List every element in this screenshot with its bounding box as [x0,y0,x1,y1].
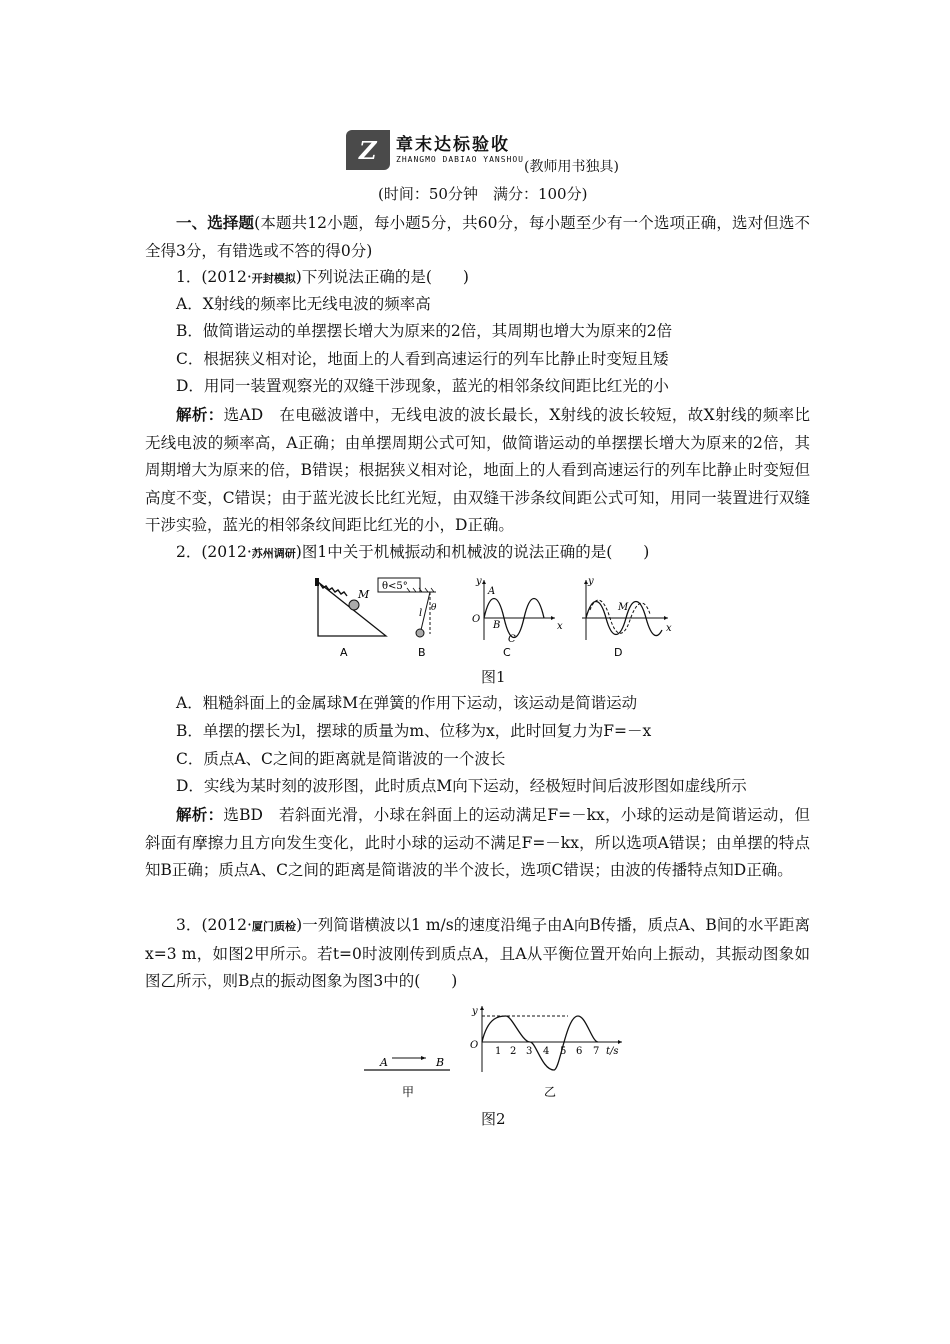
q2-option-d: D．实线为某时刻的波形图，此时质点M向下运动，经极短时间后波形图如虚线所示 [176,777,747,795]
fig1-c-point-b: B [493,620,501,631]
q3-source: 厦门质检 [251,920,297,933]
figure-2 [360,1002,640,1102]
q1-option-a: A．X射线的频率比无线电波的频率高 [176,295,431,313]
fig2-tick-3: 3 [526,1046,533,1057]
fig2-tick-7: 7 [593,1046,600,1057]
q1-analysis-text: 选AD 在电磁波谱中，无线电波的波长最长，X射线的波长较短，故X射线的频率比无线电波的频率高，A正确；由单摆周期公式可知，做简谐运动的单摆摆长增大为原来的2倍，其周期增大为原来的倍，B错误；根据狭义相对论，地面上的人看到高速运行的列车比静止时变短但高度不变，C错误；由于蓝光波长比红光短，由双缝干涉条纹间距公式可知，用同一装置进行双缝干涉实验，蓝光的相邻条纹间距比红光的小，D正确。 [145,406,810,534]
q1-option-c: C．根据狭义相对论，地面上的人看到高速运行的列车比静止时变短且矮 [176,350,669,368]
figure-2-caption: 图2 [481,1110,506,1128]
fig1-angle-box: θ<5° [382,581,408,592]
section-label: 一、选择题 [176,213,255,232]
fig2-label-yi: 乙 [544,1085,557,1099]
fig1-c-y: y [476,576,482,587]
figure-1 [300,572,680,664]
q3-number: 3．(2012· [176,916,252,934]
q1-stem-text: )下列说法正确的是( ) [295,268,469,286]
fig1-c-point-a: A [488,586,496,597]
question-1-stem [176,264,469,292]
fig1-incline [315,578,386,636]
fig2-origin: O [470,1040,479,1051]
q2-option-b: B．单摆的摆长为l，摆球的质量为m、位移为x，此时回复力为F=－x [176,722,652,740]
fig1-pendulum [378,578,437,637]
fig1-wave-c [472,576,563,645]
q2-analysis-label: 解析： [176,805,224,824]
fig2-vibration [470,1006,622,1099]
fig1-label-b: B [418,646,426,659]
question-2-stem [176,539,649,567]
fig1-d-x: x [666,623,672,634]
section-text: (本题共12小题，每小题5分，共60分，每小题至少有一个选项正确，选对但选不全得3分，有错选或不答的得0分) [145,214,810,260]
fig1-c-origin: O [472,614,481,625]
fig1-pend-l: l [419,608,423,619]
fig1-mass-label: M [358,588,370,601]
q2-source: 苏州调研 [251,547,296,560]
chapter-pinyin: ZHANGMO DABIAO YANSHOU [396,155,524,164]
logo-glyph: Z [359,136,377,165]
question-3-stem [145,912,810,996]
fig2-tick-4: 4 [543,1046,550,1057]
section-instructions [145,209,810,265]
q1-analysis-label: 解析： [176,405,224,424]
q2-number: 2．(2012· [176,543,252,561]
fig1-c-point-c: C [508,634,516,645]
fig1-c-x: x [557,621,563,632]
fig2-point-b: B [436,1056,445,1069]
q1-option-b: B．做简谐运动的单摆摆长增大为原来的2倍，其周期也增大为原来的2倍 [176,322,673,340]
fig1-d-point-m: M [618,602,629,613]
q2-analysis [145,801,810,885]
q2-option-c: C．质点A、C之间的距离就是简谐波的一个波长 [176,750,506,768]
fig2-tick-1: 1 [495,1046,502,1057]
fig1-d-y: y [588,576,594,587]
fig2-rope [364,1056,450,1099]
chapter-logo [346,130,390,170]
q1-option-d: D．用同一装置观察光的双缝干涉现象，蓝光的相邻条纹间距比红光的小 [176,377,669,395]
q1-number: 1．(2012· [176,268,252,286]
chapter-title: 章末达标验收 [396,135,510,155]
fig2-tick-2: 2 [510,1046,517,1057]
q2-stem-text: )图1中关于机械振动和机械波的说法正确的是( ) [295,543,650,561]
fig1-label-a: A [340,646,348,659]
fig2-axis-y: y [472,1006,478,1017]
q1-source: 开封模拟 [251,272,296,285]
fig1-label-c: C [503,646,511,659]
fig1-wave-d [582,576,672,640]
fig2-label-jia: 甲 [402,1085,415,1099]
q3-stem-text: )一列简谐横波以1 m/s的速度沿绳子由A向B传播，质点A、B间的水平距离x=3 m，如图2甲所示。若t=0时波刚传到质点A，且A从平衡位置开始向上振动，其振动图象如图乙所示，则B点的振动图象为图3中的( ) [145,916,810,990]
time-info: (时间：50分钟 满分：100分) [378,185,588,203]
q2-option-a: A．粗糙斜面上的金属球M在弹簧的作用下运动，该运动是简谐运动 [176,694,638,712]
figure-1-caption: 图1 [481,668,506,686]
fig1-label-d: D [614,646,623,659]
fig2-tick-5: 5 [560,1046,567,1057]
fig2-tick-6: 6 [576,1046,583,1057]
fig2-t-unit: t/s [606,1046,619,1057]
teacher-note: (教师用书独具) [524,159,619,175]
fig1-pend-theta: θ [431,603,437,613]
fig2-point-a: A [380,1056,388,1069]
q2-analysis-text: 选BD 若斜面光滑，小球在斜面上的运动满足F=－kx，小球的运动是简谐运动，但斜面有摩擦力且方向发生变化，此时小球的运动不满足F=－kx，所以选项A错误；由单摆的特点知B正确；质点A、C之间的距离是简谐波的半个波长，选项C错误；由波的传播特点知D正确。 [145,806,810,879]
q1-analysis [145,401,810,540]
